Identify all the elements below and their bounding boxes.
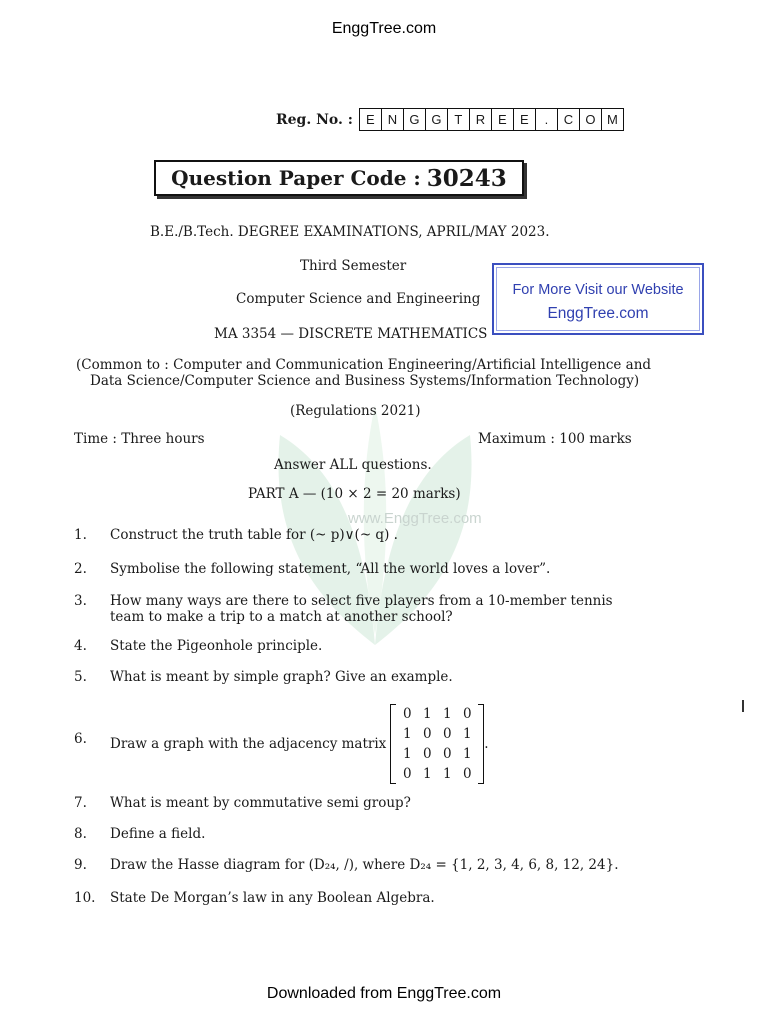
question-number: 2. xyxy=(74,561,87,577)
question-number: 7. xyxy=(74,795,87,811)
matrix-cell: 1 xyxy=(442,766,452,782)
reg-char: M xyxy=(606,112,618,127)
matrix-cell: 1 xyxy=(422,766,432,782)
reg-char: E xyxy=(492,109,514,130)
subject: MA 3354 — DISCRETE MATHEMATICS xyxy=(214,326,488,342)
code-label: Question Paper Code : xyxy=(171,166,421,190)
matrix-cell: 1 xyxy=(402,726,412,742)
question-number: 3. xyxy=(74,593,87,609)
question-text: Draw the Hasse diagram for (D₂₄, /), where D₂₄ = {1, 2, 3, 4, 6, 8, 12, 24}. xyxy=(110,857,619,873)
reg-boxes xyxy=(359,108,624,131)
question-number: 10. xyxy=(74,890,96,906)
reg-number xyxy=(276,108,624,131)
matrix-cell: 1 xyxy=(462,746,472,762)
question-text: Draw a graph with the adjacency matrix xyxy=(110,736,387,752)
website-ad-box[interactable] xyxy=(492,263,704,335)
question-text: Symbolise the following statement, “All the world loves a lover”. xyxy=(110,561,551,577)
matrix-row xyxy=(397,744,477,764)
code-value: 30243 xyxy=(426,164,507,192)
common-line-2: Data Science/Computer Science and Business Systems/Information Technology) xyxy=(90,373,640,389)
question-number: 8. xyxy=(74,826,87,842)
question-text: Construct the truth table for (~ p)∨(~ q) . xyxy=(110,527,398,543)
question-number: 6. xyxy=(74,731,87,747)
matrix-cell: 0 xyxy=(462,706,472,722)
matrix-cell: 1 xyxy=(462,726,472,742)
semester: Third Semester xyxy=(300,258,407,274)
question-text: What is meant by simple graph? Give an example. xyxy=(110,669,453,685)
question-text: How many ways are there to select five players from a 10-member tennis team to make a trip to a match at another school? xyxy=(110,593,613,625)
part-heading: PART A — (10 × 2 = 20 marks) xyxy=(248,486,461,502)
margin-mark xyxy=(742,700,744,712)
exam-title: B.E./B.Tech. DEGREE EXAMINATIONS, APRIL/MAY 2023. xyxy=(150,224,550,240)
ad-line1: For More Visit our Website xyxy=(512,282,684,298)
matrix-row xyxy=(397,764,477,784)
reg-char: . xyxy=(536,109,558,130)
matrix-row xyxy=(397,724,477,744)
site-footer[interactable]: Downloaded from EnggTree.com xyxy=(266,985,502,1002)
time: Time : Three hours xyxy=(74,431,205,447)
matrix-cell: 0 xyxy=(442,746,452,762)
matrix-cell: 0 xyxy=(402,766,412,782)
common-line-1: (Common to : Computer and Communication Engineering/Artificial Intelligence and xyxy=(76,357,652,373)
regulations: (Regulations 2021) xyxy=(290,403,421,419)
max-marks: Maximum : 100 marks xyxy=(478,431,632,447)
question-number: 4. xyxy=(74,638,87,654)
matrix-cell: 0 xyxy=(422,746,432,762)
question-number: 5. xyxy=(74,669,87,685)
matrix-cell: 0 xyxy=(422,726,432,742)
reg-char: N xyxy=(382,109,404,130)
matrix-period: . xyxy=(484,736,489,752)
matrix-cell: 0 xyxy=(402,706,412,722)
reg-char: R xyxy=(470,109,492,130)
question-number: 1. xyxy=(74,527,87,543)
matrix-cell: 0 xyxy=(442,726,452,742)
ad-link[interactable]: EnggTree.com xyxy=(547,305,649,322)
question-text: State the Pigeonhole principle. xyxy=(110,638,323,654)
question-number: 9. xyxy=(74,857,87,873)
matrix-row xyxy=(397,704,477,724)
matrix-cell: 1 xyxy=(402,746,412,762)
reg-char: E xyxy=(360,109,382,130)
reg-char: C xyxy=(558,109,580,130)
watermark-text: www.EnggTree.com xyxy=(348,510,482,527)
question-paper-code-box xyxy=(154,160,524,196)
question-text: What is meant by commutative semi group? xyxy=(110,795,411,811)
question-item-matrix xyxy=(110,704,489,784)
matrix-cell: 1 xyxy=(442,706,452,722)
site-header[interactable]: EnggTree.com xyxy=(331,20,437,37)
reg-char: O xyxy=(580,109,602,130)
matrix-cell: 1 xyxy=(422,706,432,722)
reg-char: G xyxy=(426,109,448,130)
reg-char: G xyxy=(404,109,426,130)
matrix-cell: 0 xyxy=(462,766,472,782)
question-text: State De Morgan’s law in any Boolean Algebra. xyxy=(110,890,435,906)
branch: Computer Science and Engineering xyxy=(236,291,481,307)
instruction: Answer ALL questions. xyxy=(274,457,432,473)
reg-char: E xyxy=(514,109,536,130)
reg-char: T xyxy=(448,109,470,130)
reg-label: Reg. No. : xyxy=(276,111,353,128)
question-text: Define a field. xyxy=(110,826,206,842)
adjacency-matrix xyxy=(390,704,484,784)
